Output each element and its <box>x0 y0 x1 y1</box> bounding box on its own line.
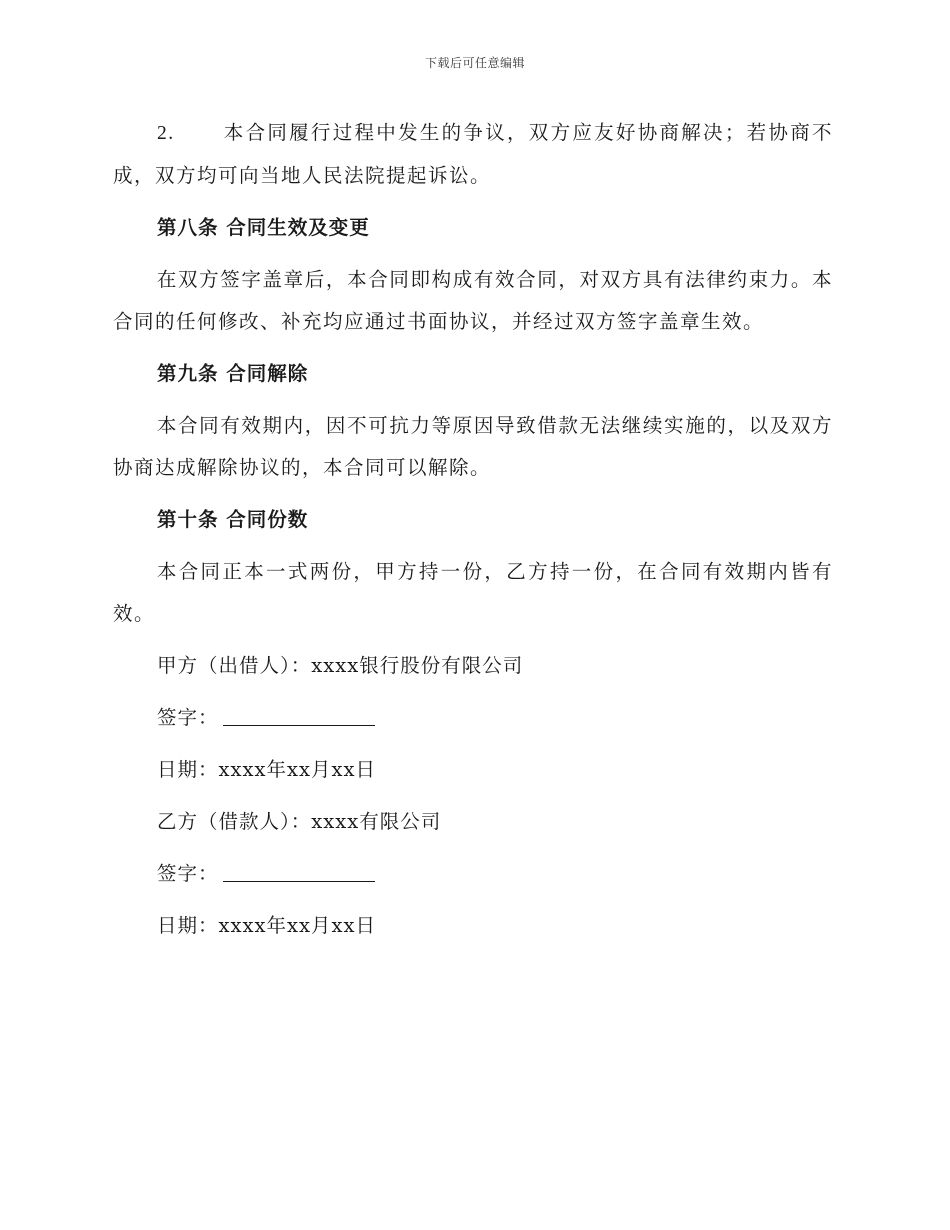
document-body <box>113 112 833 957</box>
clause7-item2-number: 2. <box>157 123 175 144</box>
party-b-signature-line <box>223 855 375 882</box>
clause9-heading: 第九条 合同解除 <box>157 362 309 385</box>
page-header-note: 下载后可任意编辑 <box>424 56 525 70</box>
clause7-item2 <box>113 112 833 197</box>
party-b-date: 日期：xxxx年xx月xx日 <box>157 914 376 937</box>
party-a-date: 日期：xxxx年xx月xx日 <box>157 758 376 781</box>
clause10-text: 本合同正本一式两份，甲方持一份，乙方持一份，在合同有效期内皆有效。 <box>113 560 833 625</box>
party-b-label: 乙方（借款人）：xxxx有限公司 <box>157 810 442 833</box>
clause9-text: 本合同有效期内，因不可抗力等原因导致借款无法继续实施的，以及双方协商达成解除协议的，本合同可以解除。 <box>113 414 833 479</box>
party-a-signature <box>113 697 833 739</box>
party-a-signature-label: 签字： <box>157 706 219 729</box>
clause8-text: 在双方签字盖章后，本合同即构成有效合同，对双方具有法律约束力。本合同的任何修改、补充均应通过书面协议，并经过双方签字盖章生效。 <box>113 268 833 333</box>
clause7-item2-text: 本合同履行过程中发生的争议，双方应友好协商解决；若协商不成，双方均可向当地人民法院提起诉讼。 <box>113 121 833 187</box>
party-a-label: 甲方（出借人）：xxxx银行股份有限公司 <box>157 654 524 677</box>
party-a-signature-line <box>223 699 375 726</box>
clause10-heading: 第十条 合同份数 <box>157 508 309 531</box>
party-b-signature-label: 签字： <box>157 862 219 885</box>
party-b-signature <box>113 853 833 895</box>
clause8-heading: 第八条 合同生效及变更 <box>157 216 370 239</box>
